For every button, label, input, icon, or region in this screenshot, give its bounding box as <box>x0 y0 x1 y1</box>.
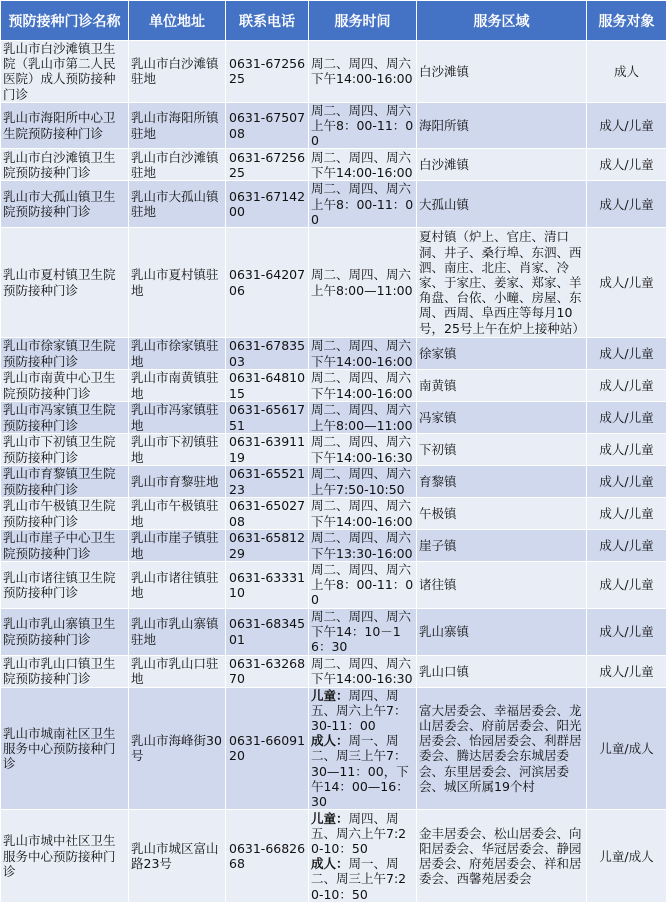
cell-target: 成人/儿童 <box>587 562 666 609</box>
cell-target: 成人/儿童 <box>587 466 666 498</box>
table-row <box>1 228 666 338</box>
cell-phone: 0631-6420706 <box>226 228 309 338</box>
cell-area: 冯家镇 <box>417 402 587 434</box>
cell-phone: 0631-6834501 <box>226 608 309 655</box>
time-child: 周四、周五、周六上午7：30-11：00 <box>311 688 406 733</box>
cell-target: 儿童/成人 <box>587 810 666 903</box>
cell-address: 乳山市徐家镇驻地 <box>129 338 226 370</box>
table-row <box>1 466 666 498</box>
cell-address: 乳山市海峰街30号 <box>129 687 226 810</box>
table-row <box>1 181 666 228</box>
cell-phone: 0631-6561751 <box>226 402 309 434</box>
cell-address: 乳山市白沙滩镇驻地 <box>129 41 226 103</box>
cell-address: 乳山市下初镇驻地 <box>129 434 226 466</box>
cell-name: 乳山市城南社区卫生服务中心预防接种门诊 <box>1 687 129 810</box>
cell-area: 育黎镇 <box>417 466 587 498</box>
time-adult: 周一、周二、周三上午7：30—11：00，下午14：00—16：30 <box>311 733 409 809</box>
cell-time: 周二、周四、周六下午13:30-16:00 <box>309 530 417 562</box>
cell-time: 周二、周四、周六下午14:00-16:30 <box>309 434 417 466</box>
cell-time: 周二、周四、周六上午8:00—11:00 <box>309 228 417 338</box>
cell-address: 乳山市夏村镇驻地 <box>129 228 226 338</box>
cell-phone: 0631-6725625 <box>226 41 309 103</box>
cell-time: 周二、周四、周六下午14：10－16：30 <box>309 608 417 655</box>
cell-target: 成人/儿童 <box>587 102 666 149</box>
cell-area: 乳山寨镇 <box>417 608 587 655</box>
cell-address: 乳山市城区富山路23号 <box>129 810 226 903</box>
cell-target: 成人/儿童 <box>587 498 666 530</box>
cell-target: 成人/儿童 <box>587 370 666 402</box>
cell-address: 乳山市大孤山镇驻地 <box>129 181 226 228</box>
col-header-area: 服务区域 <box>417 1 587 41</box>
cell-area: 下初镇 <box>417 434 587 466</box>
cell-name: 乳山市大孤山镇卫生院预防接种门诊 <box>1 181 129 228</box>
col-header-time: 服务时间 <box>309 1 417 41</box>
cell-time: 周二、周四、周六下午14:00-16:00 <box>309 338 417 370</box>
cell-target: 成人/儿童 <box>587 338 666 370</box>
cell-name: 乳山市徐家镇卫生院预防接种门诊 <box>1 338 129 370</box>
cell-target: 成人/儿童 <box>587 228 666 338</box>
cell-target: 成人/儿童 <box>587 608 666 655</box>
cell-target: 成人/儿童 <box>587 402 666 434</box>
cell-area: 海阳所镇 <box>417 102 587 149</box>
table-row <box>1 562 666 609</box>
cell-area: 诸往镇 <box>417 562 587 609</box>
cell-name: 乳山市海阳所中心卫生院预防接种门诊 <box>1 102 129 149</box>
time-adult-label: 成人： <box>311 856 349 871</box>
cell-phone: 0631-6581229 <box>226 530 309 562</box>
cell-phone: 0631-6326870 <box>226 655 309 687</box>
table-row <box>1 810 666 903</box>
time-child-label: 儿童： <box>311 811 349 826</box>
cell-area: 大孤山镇 <box>417 181 587 228</box>
table-row <box>1 402 666 434</box>
table-row <box>1 530 666 562</box>
cell-time: 周二、周四、周六下午14:00-16:00 <box>309 370 417 402</box>
cell-phone: 0631-6391119 <box>226 434 309 466</box>
cell-time: 周二、周四、周六下午14:00-16:00 <box>309 41 417 103</box>
cell-address: 乳山市冯家镇驻地 <box>129 402 226 434</box>
cell-area: 徐家镇 <box>417 338 587 370</box>
cell-phone: 0631-6725625 <box>226 149 309 181</box>
cell-target: 成人 <box>587 41 666 103</box>
cell-target: 成人/儿童 <box>587 181 666 228</box>
cell-name: 乳山市育黎镇卫生院预防接种门诊 <box>1 466 129 498</box>
cell-time: 周二、周四、周六下午14:00-16:00 <box>309 498 417 530</box>
cell-area: 午极镇 <box>417 498 587 530</box>
cell-target: 儿童/成人 <box>587 687 666 810</box>
cell-name: 乳山市夏村镇卫生院预防接种门诊 <box>1 228 129 338</box>
cell-target: 成人/儿童 <box>587 434 666 466</box>
cell-name: 乳山市午极镇卫生院预防接种门诊 <box>1 498 129 530</box>
col-header-address: 单位地址 <box>129 1 226 41</box>
cell-area: 乳山口镇 <box>417 655 587 687</box>
time-child: 周四、周五、周六上午7:20-10：50 <box>311 811 406 856</box>
table-row <box>1 655 666 687</box>
cell-name: 乳山市城中社区卫生服务中心预防接种门诊 <box>1 810 129 903</box>
cell-area: 白沙滩镇 <box>417 41 587 103</box>
table-row <box>1 338 666 370</box>
cell-time <box>309 687 417 810</box>
cell-phone: 0631-6552123 <box>226 466 309 498</box>
cell-address: 乳山市崖子镇驻地 <box>129 530 226 562</box>
cell-time: 周二、周四、周六上午8:00—11:00 <box>309 402 417 434</box>
cell-address: 乳山市乳山寨镇驻地 <box>129 608 226 655</box>
cell-address: 乳山市乳山口驻地 <box>129 655 226 687</box>
cell-phone: 0631-6333110 <box>226 562 309 609</box>
cell-area: 崖子镇 <box>417 530 587 562</box>
time-child-label: 儿童： <box>311 688 349 703</box>
cell-name: 乳山市下初镇卫生院预防接种门诊 <box>1 434 129 466</box>
time-adult-label: 成人： <box>311 733 349 748</box>
cell-time <box>309 810 417 903</box>
cell-name: 乳山市南黄中心卫生院预防接种门诊 <box>1 370 129 402</box>
cell-phone: 0631-6682668 <box>226 810 309 903</box>
cell-address: 乳山市育黎驻地 <box>129 466 226 498</box>
cell-name: 乳山市乳山寨镇卫生院预防接种门诊 <box>1 608 129 655</box>
col-header-target: 服务对象 <box>587 1 666 41</box>
cell-name: 乳山市白沙滩镇卫生院（乳山市第二人民医院）成人预防接种门诊 <box>1 41 129 103</box>
cell-time: 周二、周四、周六上午8：00-11：00 <box>309 102 417 149</box>
table-row <box>1 370 666 402</box>
cell-time: 周二、周四、周六下午14:00-16:30 <box>309 655 417 687</box>
cell-name: 乳山市冯家镇卫生院预防接种门诊 <box>1 402 129 434</box>
cell-address: 乳山市海阳所镇驻地 <box>129 102 226 149</box>
cell-area: 金丰居委会、松山居委会、向阳居委会、华冠居委会、静园居委会、府苑居委会、祥和居委会、西馨苑居委会 <box>417 810 587 903</box>
table-row <box>1 687 666 810</box>
cell-address: 乳山市诸往镇驻地 <box>129 562 226 609</box>
cell-target: 成人/儿童 <box>587 149 666 181</box>
cell-phone: 0631-6714200 <box>226 181 309 228</box>
cell-area: 南黄镇 <box>417 370 587 402</box>
cell-time: 周二、周四、周六上午8：00-11：00 <box>309 562 417 609</box>
table-row <box>1 149 666 181</box>
time-adult: 周一、周二、周三上午7:20-10：50 <box>311 856 406 901</box>
col-header-phone: 联系电话 <box>226 1 309 41</box>
cell-time: 周二、周四、周六下午14:00-16:00 <box>309 149 417 181</box>
cell-target: 成人/儿童 <box>587 530 666 562</box>
table-row <box>1 434 666 466</box>
cell-area: 富大居委会、幸福居委会、龙山居委会、府前居委会、阳光居委会、怡园居委会、利群居委会、腾达居委会东城居委会、东里居委会、河滨居委会、城区所属19个村 <box>417 687 587 810</box>
col-header-name: 预防接种门诊名称 <box>1 1 129 41</box>
table-row <box>1 498 666 530</box>
cell-area: 白沙滩镇 <box>417 149 587 181</box>
table-header-row <box>1 1 666 41</box>
cell-name: 乳山市诸往镇卫生院预防接种门诊 <box>1 562 129 609</box>
cell-phone: 0631-6750708 <box>226 102 309 149</box>
cell-time: 周二、周四、周六上午7:50-10:50 <box>309 466 417 498</box>
cell-phone: 0631-6783503 <box>226 338 309 370</box>
cell-time: 周二、周四、周六上午8：00-11：00 <box>309 181 417 228</box>
table-row <box>1 41 666 103</box>
cell-address: 乳山市南黄镇驻地 <box>129 370 226 402</box>
cell-name: 乳山市崖子中心卫生院预防接种门诊 <box>1 530 129 562</box>
cell-area: 夏村镇（炉上、官庄、清口洞、井子、桑行埠、东泗、西泗、南庄、北庄、肖家、冷家、于家庄、姜家、郑家、羊角盘、台依、小疃、房屋、东周、西周、阜西庄等每月10号，25号上午在炉上接种站） <box>417 228 587 338</box>
cell-address: 乳山市白沙滩镇驻地 <box>129 149 226 181</box>
cell-phone: 0631-6609120 <box>226 687 309 810</box>
table-row <box>1 102 666 149</box>
cell-phone: 0631-6481015 <box>226 370 309 402</box>
cell-address: 乳山市午极镇驻地 <box>129 498 226 530</box>
cell-target: 成人/儿童 <box>587 655 666 687</box>
cell-phone: 0631-6502708 <box>226 498 309 530</box>
table-row <box>1 608 666 655</box>
cell-name: 乳山市乳山口镇卫生院预防接种门诊 <box>1 655 129 687</box>
cell-name: 乳山市白沙滩镇卫生院预防接种门诊 <box>1 149 129 181</box>
